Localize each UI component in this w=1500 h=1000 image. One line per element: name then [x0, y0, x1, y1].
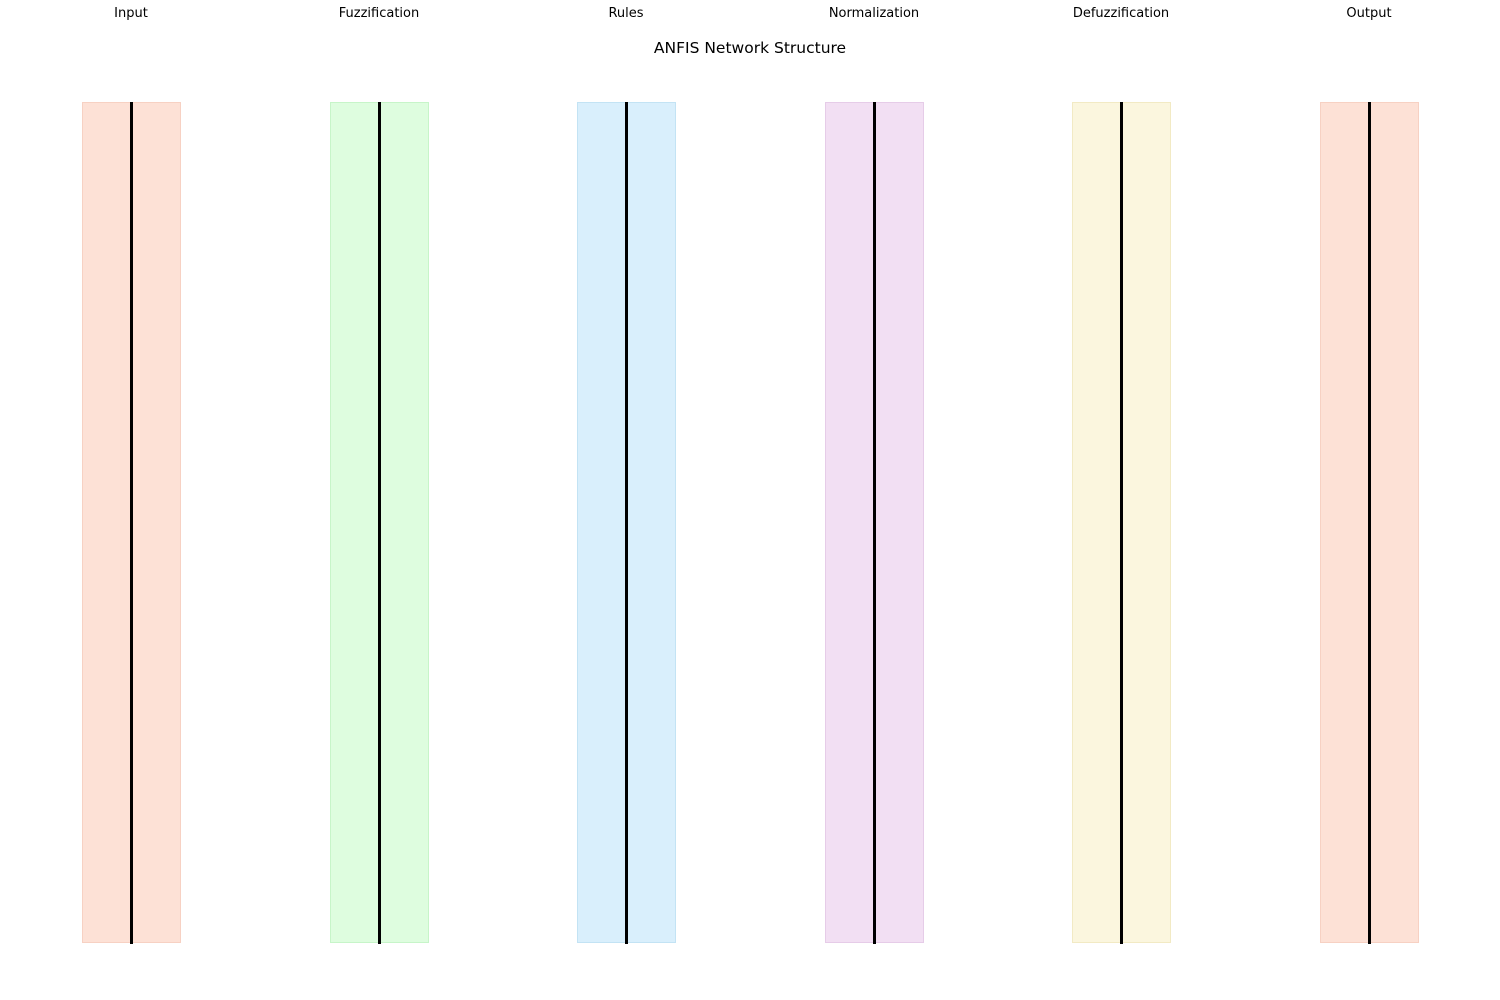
layer-label-rules: Rules — [608, 6, 644, 21]
layer-label-input: Input — [114, 6, 148, 21]
layer-line-rules — [625, 102, 628, 944]
layer-line-normalization — [873, 102, 876, 944]
diagram-title: ANFIS Network Structure — [653, 39, 847, 57]
layer-label-normalization: Normalization — [828, 6, 920, 21]
layer-line-input — [130, 102, 133, 944]
layer-label-defuzzification: Defuzzification — [1072, 6, 1170, 21]
layer-line-fuzzification — [378, 102, 381, 944]
layer-line-defuzzification — [1120, 102, 1123, 944]
layer-line-output — [1368, 102, 1371, 944]
layer-label-fuzzification: Fuzzification — [338, 6, 420, 21]
layer-label-output: Output — [1346, 6, 1392, 21]
